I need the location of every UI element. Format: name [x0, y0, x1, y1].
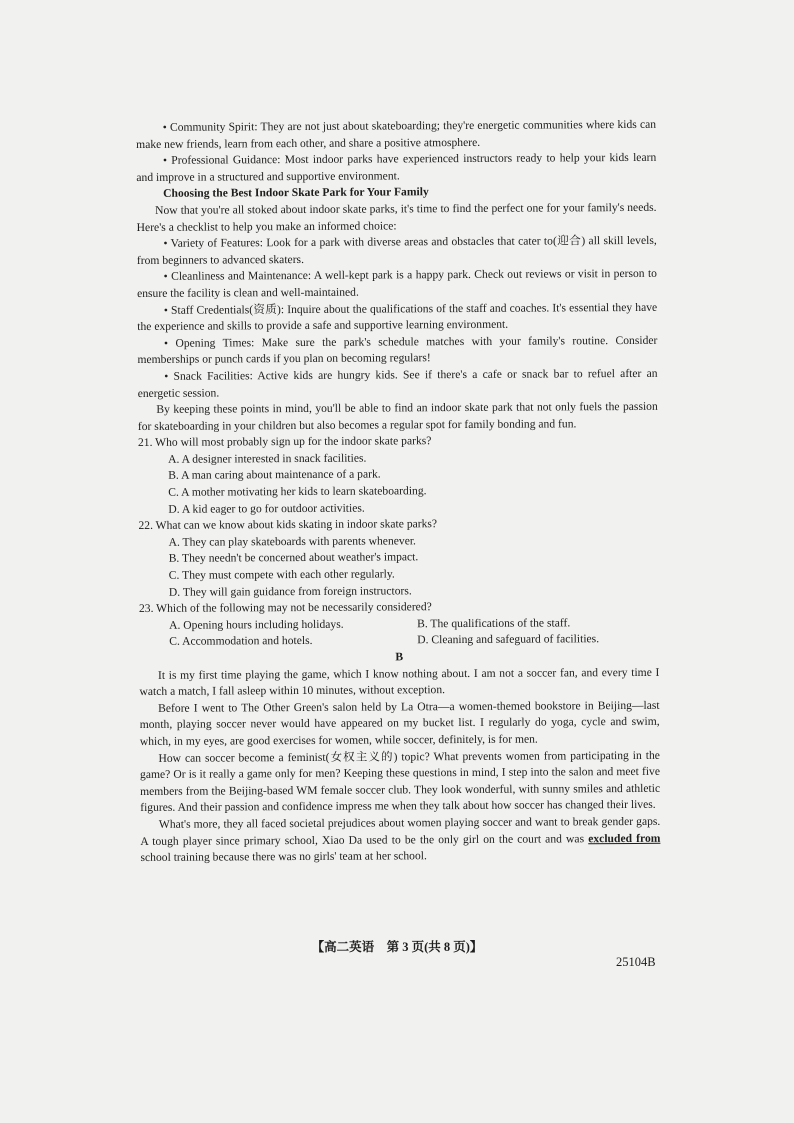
option-b: B. They needn't be concerned about weather's impact. — [168, 550, 419, 566]
option-d: D. A kid eager to go for outdoor activities. — [168, 501, 365, 516]
passage-paragraph: Now that you're all stoked about indoor skate parks, it's time to find the perfect one for your family's needs. Here's a checklist to help you make an informed choice: — [136, 200, 657, 234]
option-a: A. Opening hours including holidays. — [169, 617, 344, 632]
question-stem: 23. Which of the following may not be necessarily considered? — [138, 600, 432, 616]
option-c: C. A mother motivating her kids to learn skateboarding. — [168, 484, 427, 499]
passage-paragraph: • Snack Facilities: Active kids are hungry kids. See if there's a cafe or snack bar to refuel after an energetic session. — [137, 366, 658, 400]
exam-page — [136, 117, 661, 867]
passage-paragraph: By keeping these points in mind, you'll be able to find an indoor skate park that not only fuels the passion for skateboarding in your children but also becomes a regular spot for family bonding and fun. — [137, 399, 658, 433]
question-23 — [139, 598, 659, 651]
passage-paragraph: • Variety of Features: Look for a park with diverse areas and obstacles that cater to(迎合) all skill levels, from beginners to advanced skaters. — [136, 233, 657, 267]
passage-paragraph: • Staff Credentials(资质): Inquire about the qualifications of the staff and coaches. It's essential they have the experience and skills to provide a safe and supportive learning environment. — [137, 300, 658, 334]
text-run: What's more, they all faced societal prejudices about women playing soccer and want to break gender gaps. A tough player since primary school, Xiao Da used to be the only girl on the court and was — [140, 814, 661, 848]
option-d: D. Cleaning and safeguard of facilities. — [417, 632, 600, 647]
option-b: B. A man caring about maintenance of a park. — [168, 467, 381, 483]
section-b-passage — [139, 664, 660, 866]
section-a-passage — [136, 117, 658, 435]
option-a: A. They can play skateboards with parents whenever. — [168, 534, 416, 549]
passage-paragraph: Before I went to The Other Green's salon held by La Otra—a women-themed bookstore in Beijing—last month, playing soccer never would have appeared on my bucket list. I regularly do yoga, cycle and swim, which, in my eyes, are good exercises for women, while soccer, definitely, is for men. — [139, 698, 660, 748]
passage-paragraph: • Cleanliness and Maintenance: A well-kept park is a happy park. Check out reviews or visit in person to ensure the facility is clean and well-maintained. — [137, 267, 657, 300]
passage-paragraph — [140, 814, 660, 867]
option-b: B. The qualifications of the staff. — [417, 616, 571, 631]
question-stem: 21. Who will most probably sign up for the indoor skate parks? — [137, 434, 432, 450]
option-a: A. A designer interested in snack facilities. — [168, 451, 367, 466]
section-b-label: B — [395, 650, 404, 664]
question-stem: 22. What can we know about kids skating in indoor skate parks? — [138, 517, 438, 533]
underlined-phrase: excluded from — [588, 831, 661, 845]
option-d: D. They will gain guidance from foreign instructors. — [168, 583, 412, 599]
page-footer: 【高二英语 第 3 页(共 8 页)】 — [311, 940, 483, 954]
question-21 — [138, 432, 658, 518]
paper-code: 25104B — [616, 955, 656, 969]
question-22 — [138, 515, 658, 601]
text-run: school training because there was no girls' team at her school. — [140, 849, 427, 865]
passage-paragraph: • Opening Times: Make sure the park's schedule matches with your family's routine. Consider memberships or punch cards if you plan on becoming regulars! — [137, 333, 658, 367]
options-row-2 — [169, 631, 659, 651]
passage-paragraph: • Community Spirit: They are not just about skateboarding; they're energetic communities where kids can make new friends, learn from each other, and share a positive atmosphere. — [136, 117, 657, 151]
passage-paragraph: How can soccer become a feminist(女权主义的) topic? What prevents women from participating in the game? Or is it really a game only for men? Keeping these questions in mind, I step into the salon and meet five members from the Beijing-based WM female soccer club. They look wonderful, with sunny smiles and athletic figures. And their passion and confidence impress me when they talk about how soccer has changed their lives. — [139, 748, 661, 815]
passage-heading: Choosing the Best Indoor Skate Park for Your Family — [163, 185, 429, 201]
option-c: C. They must compete with each other regularly. — [168, 567, 395, 582]
passage-paragraph: It is my first time playing the game, which I know nothing about. I am not a soccer fan, and every time I watch a match, I fall asleep within 10 minutes, without exception. — [139, 665, 660, 699]
option-c: C. Accommodation and hotels. — [169, 634, 313, 649]
passage-paragraph: • Professional Guidance: Most indoor parks have experienced instructors ready to help your kids learn and improve in a structured and supportive environment. — [136, 151, 657, 184]
